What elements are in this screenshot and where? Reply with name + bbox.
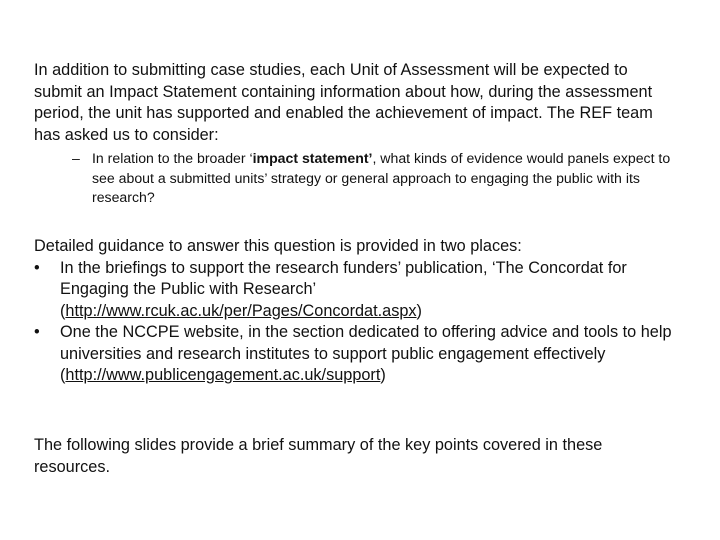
guidance-item-text: In the briefings to support the research funders’ publication, ‘The Concordat for Engaging the Public with Research’ ( xyxy=(60,258,627,320)
guidance-section xyxy=(34,236,674,387)
guidance-item-nccpe xyxy=(34,322,674,387)
guidance-item-after: ) xyxy=(416,301,422,320)
guidance-heading: Detailed guidance to answer this question is provided in two places: xyxy=(34,237,522,255)
sub-item-bold: impact statement’ xyxy=(252,150,373,166)
dash-icon: – xyxy=(72,150,80,166)
sub-list-item xyxy=(72,149,672,208)
sub-item-prefix: In relation to the broader ‘ xyxy=(92,150,253,166)
guidance-item-text: One the NCCPE website, in the section dedicated to offering advice and tools to help universities and research institutes to support public engagement effectively ( xyxy=(60,323,672,384)
intro-paragraph: In addition to submitting case studies, each Unit of Assessment will be expected to submit an Impact Statement containing information about how, during the assessment period, the unit has supported and enabled the achievement of impact. The REF team has asked us to consider: xyxy=(34,61,653,144)
guidance-item-after: ) xyxy=(380,366,386,384)
sub-item-suffix: , what kinds of evidence would panels expect to see about a submitted units’ strategy or general approach to engaging the public with its research? xyxy=(92,150,671,205)
sub-list xyxy=(72,149,672,208)
nccpe-support-link[interactable]: http://www.publicengagement.ac.uk/support xyxy=(65,366,381,384)
bullet-icon: • xyxy=(34,258,40,277)
concordat-link[interactable]: http://www.rcuk.ac.uk/per/Pages/Concordat.aspx xyxy=(65,301,417,320)
guidance-list xyxy=(34,258,674,387)
guidance-item-concordat xyxy=(34,258,674,323)
bullet-icon: • xyxy=(34,323,40,341)
summary-paragraph: The following slides provide a brief summary of the key points covered in these resources. xyxy=(34,436,603,476)
